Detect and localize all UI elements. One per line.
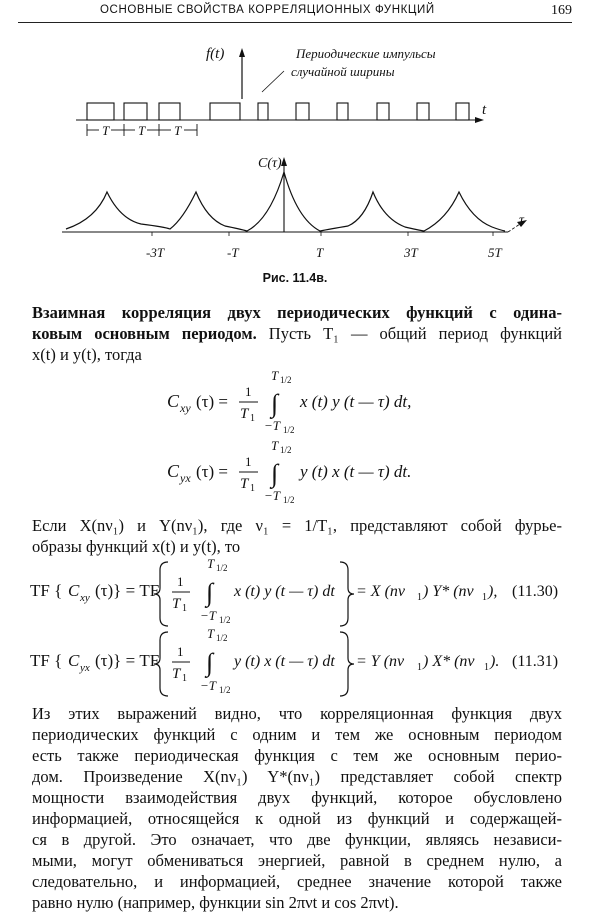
svg-text:1/2: 1/2 — [219, 615, 231, 625]
paragraph-line: дом. Произведение X(nν₁) Y*(nν₁) представляет собой спектр — [32, 767, 562, 786]
figure-caption: Рис. 11.4в. — [262, 271, 328, 285]
svg-text:1: 1 — [250, 413, 255, 424]
pulse — [159, 103, 180, 120]
tick-label: 5T — [488, 245, 502, 260]
svg-text:1: 1 — [182, 673, 187, 684]
paragraph-line: равно нулю (например, функции sin 2πνt и cos 2πνt). — [32, 893, 399, 912]
pulse — [124, 103, 147, 120]
paragraph-line: мыми, могут обмениваться энергией, равной в среднем нулю, а — [32, 851, 562, 870]
annotation-pointer — [262, 71, 284, 92]
section-heading-line1: Взаимная корреляция двух периодических функций с одина- — [32, 303, 562, 322]
period-label: T — [102, 123, 110, 138]
svg-text:1/2: 1/2 — [280, 375, 292, 385]
svg-text:),: ), — [488, 583, 498, 600]
svg-text:1: 1 — [482, 592, 487, 603]
svg-text:T: T — [240, 476, 249, 492]
ctau-axis-arrow — [281, 157, 287, 166]
svg-text:(τ)} = TF: (τ)} = TF — [95, 581, 160, 600]
paragraph-conclusion — [32, 703, 562, 913]
figure-11-4v — [0, 24, 590, 269]
paragraph-line: мощности взаимодействия двух функций, которое обусловлено — [32, 788, 562, 807]
period-label: T — [174, 123, 182, 138]
svg-text:T: T — [207, 556, 215, 571]
svg-text:1: 1 — [182, 603, 187, 614]
tick-label: T — [316, 245, 324, 260]
svg-text:(τ) =: (τ) = — [196, 392, 228, 411]
equation-11-30 — [30, 556, 558, 626]
section-intro — [32, 302, 562, 365]
svg-text:).: ). — [490, 653, 500, 670]
svg-text:T: T — [240, 406, 249, 422]
paragraph-line: периодических функций с одним и тем же основным периодом — [32, 725, 562, 744]
svg-text:y (t) x (t — τ) dt.: y (t) x (t — τ) dt. — [300, 462, 412, 481]
pulse — [456, 103, 469, 120]
svg-text:−T: −T — [200, 608, 217, 623]
svg-text:C: C — [167, 391, 180, 411]
pulse — [337, 103, 348, 120]
pulse — [87, 103, 114, 120]
tick-label: -3T — [146, 245, 165, 260]
svg-text:1/2: 1/2 — [280, 445, 292, 455]
equation-11-31 — [30, 626, 558, 696]
equation-number: (11.31) — [512, 653, 559, 670]
running-header: ОСНОВНЫЕ СВОЙСТВА КОРРЕЛЯЦИОННЫХ ФУНКЦИЙ — [100, 4, 435, 16]
svg-text:C: C — [167, 461, 180, 481]
intro-line2: ковым основным периодом. Пусть T₁ — общий период функций — [32, 324, 562, 343]
paragraph-line: ся в другой. Это означает, что две функции, являясь независи- — [32, 830, 562, 849]
ft-axis-label: f(t) — [206, 46, 225, 62]
equation-cyx — [167, 438, 411, 505]
tick-label: -T — [227, 245, 239, 260]
svg-text:C: C — [68, 581, 80, 600]
svg-text:−T: −T — [200, 678, 217, 693]
tau-ticks — [152, 232, 493, 236]
pulse-annotation-line1: Периодические импульсы — [296, 46, 436, 61]
equation-number: (11.30) — [512, 583, 559, 600]
svg-text:) X* (nν: ) X* (nν — [423, 653, 475, 670]
svg-text:−T: −T — [264, 418, 281, 433]
intro-line3: x(t) и y(t), тогда — [32, 345, 142, 364]
svg-text:C: C — [68, 651, 80, 670]
svg-text:x (t) y (t — τ) dt: x (t) y (t — τ) dt — [234, 583, 335, 600]
pulse — [258, 103, 268, 120]
svg-text:T: T — [172, 666, 181, 682]
svg-text:TF {: TF { — [30, 651, 63, 670]
paragraph-fourier — [32, 515, 562, 557]
ft-axis-arrow — [239, 48, 245, 57]
equation-cxy — [167, 368, 411, 435]
pulse — [377, 103, 389, 120]
svg-text:1: 1 — [417, 592, 422, 603]
svg-text:T: T — [172, 596, 181, 612]
paragraph-line: следовательно, и информацией, среднее значение которой также — [32, 872, 562, 891]
svg-text:1: 1 — [245, 454, 252, 469]
svg-text:1: 1 — [250, 483, 255, 494]
equations-tf — [0, 556, 590, 702]
header-rule — [18, 22, 572, 23]
svg-text:1: 1 — [245, 384, 252, 399]
svg-text:xy: xy — [180, 401, 191, 415]
svg-text:xy: xy — [80, 592, 90, 604]
page-number: 169 — [551, 3, 572, 18]
paragraph-line: Если X(nν₁) и Y(nν₁), где ν₁ = 1/T₁, представляют собой фурье- — [32, 516, 562, 535]
svg-text:1: 1 — [177, 574, 184, 589]
pulse — [210, 103, 240, 120]
paragraph-line: Из этих выражений видно, что корреляционная функция двух — [32, 704, 562, 723]
ctau-axis-label: C(τ) — [258, 156, 282, 171]
svg-text:= X (nν: = X (nν — [356, 583, 405, 600]
svg-text:x (t) y (t — τ) dt,: x (t) y (t — τ) dt, — [300, 392, 412, 411]
svg-text:∫: ∫ — [206, 578, 214, 607]
svg-text:1/2: 1/2 — [216, 633, 228, 643]
pulse — [417, 103, 429, 120]
pulse-train — [87, 103, 469, 120]
equations-cxy-cyx — [0, 366, 590, 512]
paragraph-line: информацией, относящейся к одной из функций и содержащей- — [32, 809, 562, 828]
pulse — [296, 103, 309, 120]
period-label: T — [138, 123, 146, 138]
svg-text:∫: ∫ — [206, 648, 214, 677]
paragraph-line: образы функций x(t) и y(t), то — [32, 537, 241, 556]
t-axis-label: t — [482, 102, 487, 118]
paragraph-line: есть также периодическая функция с тем же основным перио- — [32, 746, 562, 765]
tick-label: 3T — [404, 245, 418, 260]
svg-text:T: T — [207, 626, 215, 641]
svg-text:T: T — [271, 438, 279, 453]
svg-text:TF {: TF { — [30, 581, 63, 600]
svg-text:T: T — [271, 368, 279, 383]
tau-axis-label: τ — [519, 213, 525, 228]
svg-text:) Y* (nν: ) Y* (nν — [423, 583, 474, 600]
svg-text:1: 1 — [177, 644, 184, 659]
svg-text:yx: yx — [180, 471, 191, 485]
svg-text:∫: ∫ — [271, 389, 279, 418]
svg-text:1/2: 1/2 — [216, 563, 228, 573]
svg-text:(τ) =: (τ) = — [196, 462, 228, 481]
svg-text:= Y (nν: = Y (nν — [356, 653, 405, 670]
svg-text:1/2: 1/2 — [283, 425, 295, 435]
svg-text:1: 1 — [417, 662, 422, 673]
svg-text:1/2: 1/2 — [283, 495, 295, 505]
svg-text:∫: ∫ — [271, 459, 279, 488]
svg-text:yx: yx — [80, 662, 90, 674]
svg-text:−T: −T — [264, 488, 281, 503]
svg-text:(τ)} = TF: (τ)} = TF — [95, 651, 160, 670]
correlation-curve — [66, 172, 505, 231]
pulse-annotation-line2: случайной ширины — [291, 64, 395, 79]
svg-text:1: 1 — [484, 662, 489, 673]
svg-text:1/2: 1/2 — [219, 685, 231, 695]
svg-text:y (t) x (t — τ) dt: y (t) x (t — τ) dt — [234, 653, 335, 670]
